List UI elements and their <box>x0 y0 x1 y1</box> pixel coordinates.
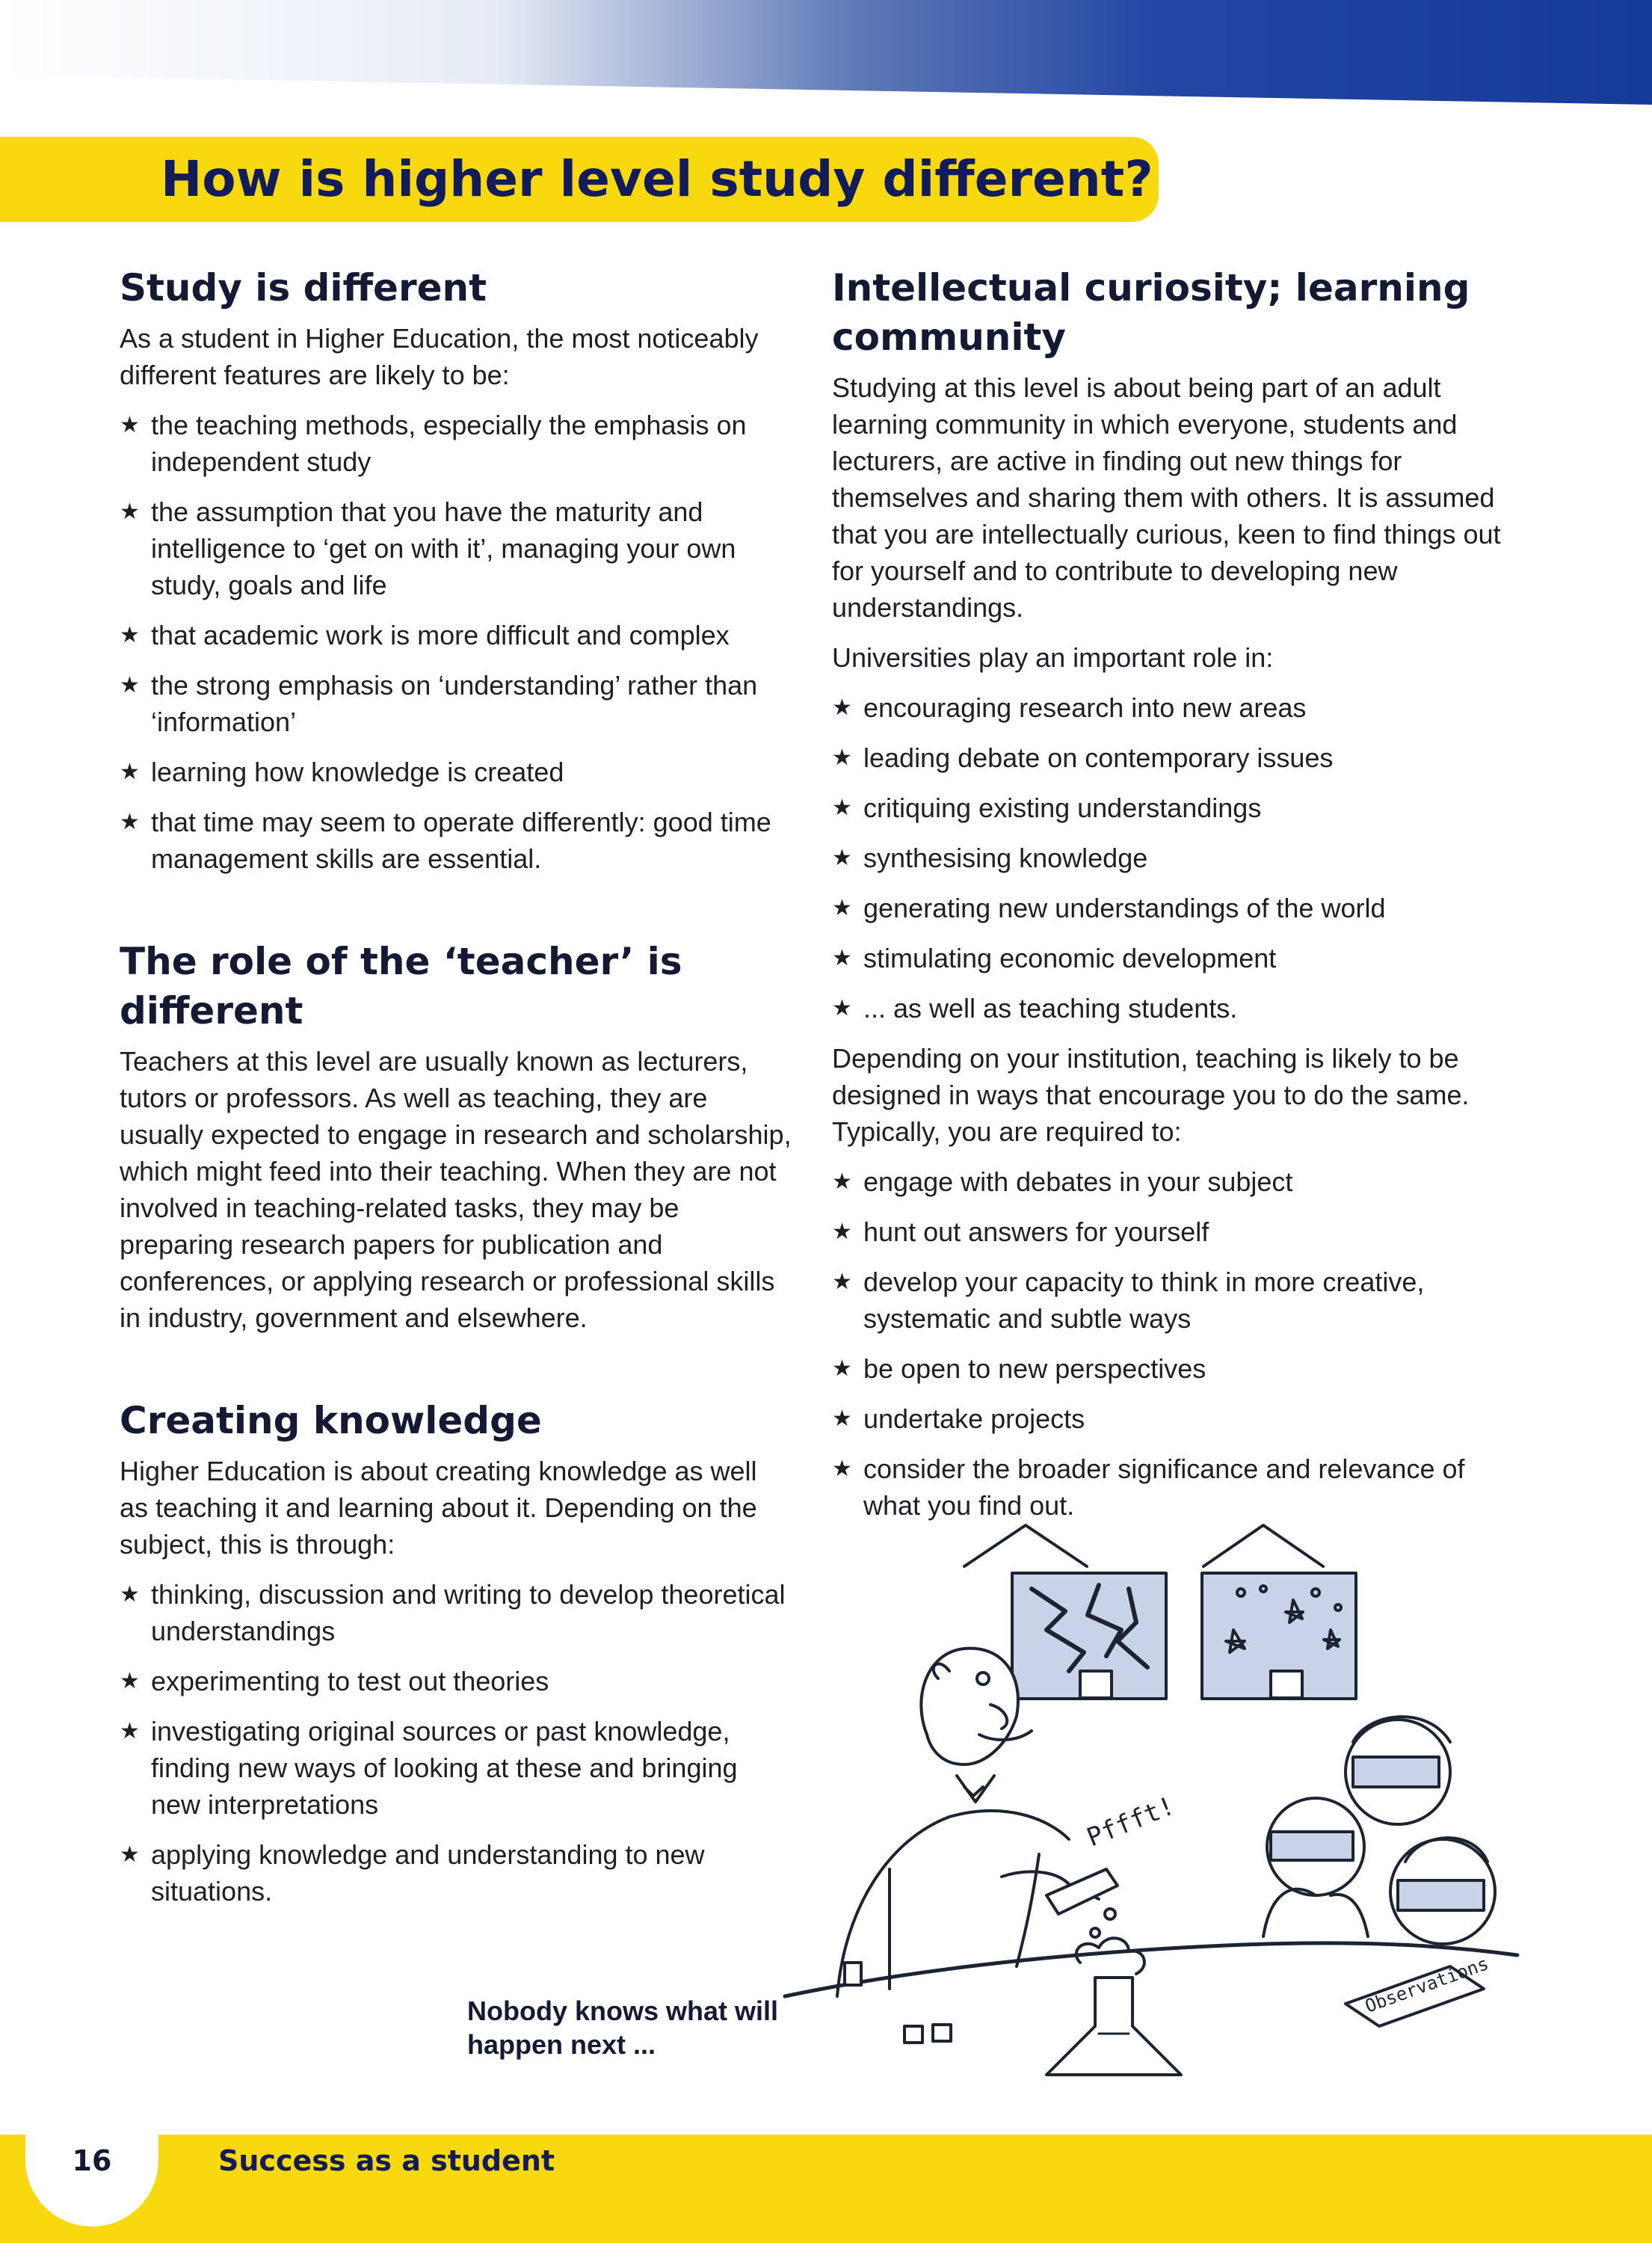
section-heading: Intellectual curiosity; learning community <box>832 266 1470 359</box>
list-item: ★ undertake projects <box>832 1400 1520 1437</box>
section-body: Teachers at this level are usually known as lecturers, tutors or professors. As well as teaching, they are usually expected to engage in research and scholarship, which might feed into their teaching. When they are not involved in teaching-related tasks, they may be preparing research papers for publication and conferences, or applying research or professional skills in industry, government and elsewhere. <box>120 1046 792 1333</box>
left-column <box>120 263 792 1923</box>
section-heading: Creating knowledge <box>120 1399 542 1442</box>
section-study-is-different <box>120 263 792 877</box>
header-blue-band <box>0 0 1652 105</box>
list-item: ★ develop your capacity to think in more creative, systematic and subtle ways <box>832 1264 1520 1337</box>
list-item: ★ consider the broader significance and relevance of what you find out. <box>832 1450 1520 1524</box>
list-item: ★ synthesising knowledge <box>832 840 1520 876</box>
professor-figure <box>837 1649 1099 1996</box>
list-item: ★ critiquing existing understandings <box>832 790 1520 826</box>
list-item: ★ thinking, discussion and writing to develop theoretical understandings <box>120 1576 792 1649</box>
right-column <box>832 263 1520 1537</box>
list-item: ★ learning how knowledge is created <box>120 754 792 790</box>
footer-book-title: Success as a student <box>218 2144 555 2177</box>
bullet-list <box>832 689 1520 1027</box>
section-intro: Studying at this level is about being part of an adult learning community in which everyone, students and lecturers, are active in finding out new things for themselves and sharing them with others. It is assumed that you are intellectually curious, keen to find things out for yourself and to contribute to developing new understandings. <box>832 372 1501 623</box>
list-item: ★ hunt out answers for yourself <box>832 1213 1520 1250</box>
list-item: ★ that academic work is more difficult and complex <box>120 617 792 653</box>
laboratory-illustration <box>777 1518 1532 2086</box>
section-heading: The role of the ‘teacher’ is different <box>120 940 682 1033</box>
list-item: ★ experimenting to test out theories <box>120 1663 792 1699</box>
bullet-list <box>120 407 792 877</box>
illustration-caption: Nobody knows what will happen next ... <box>467 1996 779 2060</box>
bullet-list <box>120 1576 792 1910</box>
section-teacher-role <box>120 937 792 1336</box>
flask <box>1047 1938 1181 2075</box>
page-number: 16 <box>72 2144 112 2177</box>
list-item: ★ leading debate on contemporary issues <box>832 739 1520 776</box>
list-item: ★ the strong emphasis on ‘understanding’ rather than ‘information’ <box>120 667 792 740</box>
list-item: ★ investigating original sources or past knowledge, finding new ways of looking at these and bringing new interpretations <box>120 1713 792 1823</box>
list-item: ★ ... as well as teaching students. <box>832 990 1520 1027</box>
section-creating-knowledge <box>120 1396 792 1910</box>
list-item: ★ the teaching methods, especially the emphasis on independent study <box>120 407 792 480</box>
universities-intro: Universities play an important role in: <box>832 642 1274 673</box>
page-title: How is higher level study different? <box>161 150 1153 208</box>
list-item: ★ encouraging research into new areas <box>832 689 1520 726</box>
test-tube <box>1047 1869 1118 1937</box>
list-item: ★ engage with debates in your subject <box>832 1163 1520 1200</box>
teaching-intro: Depending on your institution, teaching is likely to be designed in ways that encourage you to do the same. Typically, you are required to: <box>832 1043 1470 1147</box>
section-intellectual-curiosity <box>832 263 1520 1524</box>
observations-sign-text: Observations <box>1362 1953 1491 2017</box>
section-intro: As a student in Higher Education, the most noticeably different features are likely to be: <box>120 323 759 390</box>
list-item: ★ the assumption that you have the maturity and intelligence to ‘get on with it’, managing your own study, goals and life <box>120 493 792 603</box>
list-item: ★ that time may seem to operate differently: good time management skills are essential. <box>120 804 792 877</box>
list-item: ★ applying knowledge and understanding to new situations. <box>120 1836 792 1910</box>
speech-text: Pffft! <box>1082 1791 1180 1853</box>
list-item: ★ be open to new perspectives <box>832 1350 1520 1387</box>
list-item: ★ generating new understandings of the world <box>832 890 1520 926</box>
stars-picture <box>1202 1525 1356 1699</box>
list-item: ★ stimulating economic development <box>832 940 1520 976</box>
section-intro: Higher Education is about creating knowledge as well as teaching it and learning about it. Depending on the subject, this is through: <box>120 1456 757 1560</box>
bullet-list <box>832 1163 1520 1524</box>
section-heading: Study is different <box>120 266 487 310</box>
